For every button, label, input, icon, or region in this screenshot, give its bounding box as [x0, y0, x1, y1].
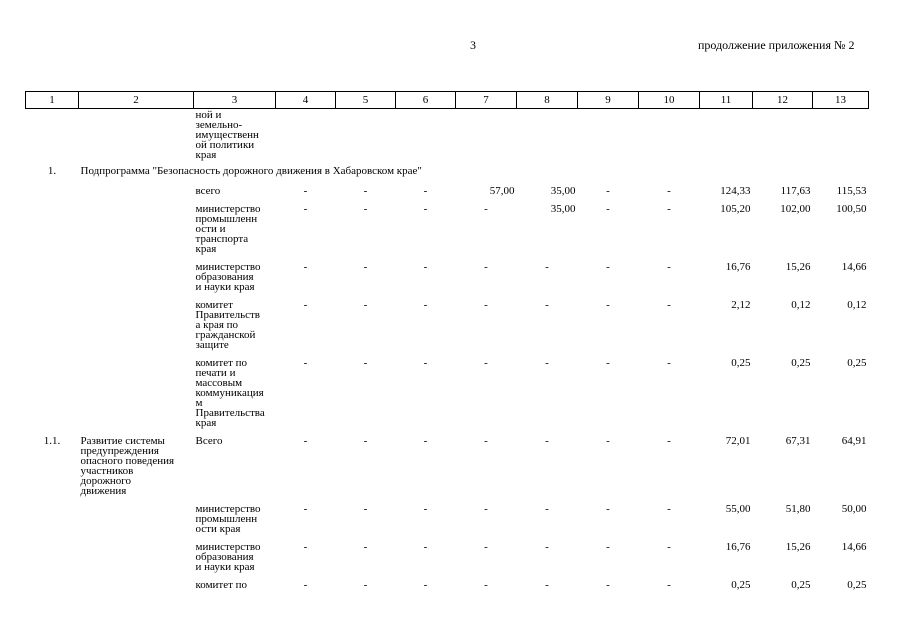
value-cell: 105,20 — [720, 203, 751, 215]
value-cell: - — [423, 435, 428, 447]
value-cell: - — [545, 261, 549, 273]
executor-name: комитет Правительств а края по гражданской защите — [195, 299, 260, 351]
activity-name — [79, 576, 194, 594]
value-cell: 0,25 — [791, 579, 811, 591]
value-cell: - — [606, 579, 610, 591]
value-cell: - — [363, 185, 368, 197]
value-cell: - — [303, 357, 308, 369]
value-cell: 55,00 — [725, 503, 751, 515]
value-cell: - — [606, 541, 610, 553]
activity-name — [79, 538, 194, 576]
value-cell: - — [423, 261, 428, 273]
value-cell: 0,12 — [791, 299, 811, 311]
value-cell: 100,50 — [836, 203, 867, 215]
column-header-10: 10 — [639, 92, 700, 109]
value-cell: 50,00 — [841, 503, 867, 515]
value-cell: - — [303, 435, 308, 447]
value-cell: - — [303, 185, 308, 197]
value-cell: - — [484, 261, 488, 273]
value-cell: - — [606, 503, 610, 515]
value-cell: - — [363, 299, 368, 311]
executor-name: всего — [195, 185, 221, 197]
activity-name — [79, 296, 194, 354]
column-header-4: 4 — [276, 92, 336, 109]
value-cell: - — [303, 579, 308, 591]
column-header-3: 3 — [194, 92, 276, 109]
appendix-continuation-label: продолжение приложения № 2 — [698, 38, 855, 52]
value-cell: - — [484, 541, 488, 553]
value-cell: - — [667, 541, 671, 553]
value-cell: - — [667, 435, 671, 447]
row-number — [26, 576, 79, 594]
value-cell: - — [606, 299, 610, 311]
row-number: 1.1. — [43, 435, 61, 447]
row-number — [26, 538, 79, 576]
activity-name — [79, 258, 194, 296]
value-cell: 15,26 — [785, 541, 811, 553]
value-cell: 117,63 — [780, 185, 811, 197]
column-header-9: 9 — [578, 92, 639, 109]
value-cell: - — [423, 203, 428, 215]
activity-name: Развитие системы предупреждения опасного поведения участников дорожного движения — [80, 435, 175, 497]
table-row — [26, 258, 869, 296]
value-cell: - — [667, 299, 671, 311]
value-cell: - — [545, 299, 549, 311]
value-cell: - — [484, 579, 488, 591]
value-cell: - — [484, 503, 488, 515]
value-cell: - — [363, 357, 368, 369]
value-cell: 35,00 — [550, 185, 576, 197]
column-header-12: 12 — [753, 92, 813, 109]
column-header-1: 1 — [26, 92, 79, 109]
value-cell: - — [606, 203, 610, 215]
value-cell: 124,33 — [720, 185, 751, 197]
table-row — [26, 576, 869, 594]
value-cell: - — [363, 541, 368, 553]
value-cell: 102,00 — [780, 203, 811, 215]
subprogram-row — [26, 160, 869, 182]
value-cell: 72,01 — [725, 435, 751, 447]
value-cell: - — [606, 261, 610, 273]
carry-over-text: ной и земельно- имущественн ой политики края — [195, 109, 259, 161]
value-cell: - — [667, 203, 671, 215]
row-number — [26, 182, 79, 200]
row-number — [26, 500, 79, 538]
value-cell: - — [545, 579, 549, 591]
carry-over-row — [26, 109, 869, 161]
value-cell: - — [484, 357, 488, 369]
value-cell: - — [667, 261, 671, 273]
value-cell: 67,31 — [785, 435, 811, 447]
value-cell: - — [303, 261, 308, 273]
value-cell: - — [303, 541, 308, 553]
value-cell: 0,25 — [731, 579, 751, 591]
value-cell: 16,76 — [725, 261, 751, 273]
executor-name: министерство промышленн ости и транспорта края — [195, 203, 261, 255]
value-cell: - — [545, 435, 549, 447]
value-cell: 0,12 — [847, 299, 867, 311]
value-cell: - — [545, 541, 549, 553]
table-row — [26, 500, 869, 538]
value-cell: 14,66 — [841, 261, 867, 273]
activity-name — [79, 182, 194, 200]
value-cell: 0,25 — [847, 357, 867, 369]
executor-name: министерство промышленн ости края — [195, 503, 261, 535]
executor-name: министерство образования и науки края — [195, 541, 261, 573]
value-cell: 64,91 — [841, 435, 867, 447]
column-header-8: 8 — [517, 92, 578, 109]
row-number — [26, 258, 79, 296]
value-cell: 0,25 — [791, 357, 811, 369]
column-header-7: 7 — [456, 92, 517, 109]
executor-name: министерство образования и науки края — [195, 261, 261, 293]
column-number-header-row — [26, 92, 869, 109]
subprogram-number: 1. — [47, 165, 57, 177]
activity-name — [79, 500, 194, 538]
value-cell: - — [363, 261, 368, 273]
column-header-6: 6 — [396, 92, 456, 109]
value-cell: - — [423, 299, 428, 311]
value-cell: - — [606, 357, 610, 369]
value-cell: - — [484, 435, 488, 447]
value-cell: 0,25 — [731, 357, 751, 369]
value-cell: 2,12 — [731, 299, 751, 311]
value-cell: - — [423, 503, 428, 515]
value-cell: - — [423, 579, 428, 591]
value-cell: - — [667, 579, 671, 591]
table-row — [26, 182, 869, 200]
value-cell: - — [303, 503, 308, 515]
row-number — [26, 354, 79, 432]
value-cell: - — [545, 357, 549, 369]
value-cell: 15,26 — [785, 261, 811, 273]
executor-name: комитет по печати и массовым коммуникация м Правительства края — [195, 357, 265, 429]
value-cell: - — [606, 435, 610, 447]
row-number — [26, 296, 79, 354]
value-cell: 35,00 — [550, 203, 576, 215]
table-row — [26, 432, 869, 500]
value-cell: - — [303, 299, 308, 311]
column-header-13: 13 — [813, 92, 869, 109]
subprogram-title: Подпрограмма "Безопасность дорожного движения в Хабаровском крае" — [80, 165, 422, 177]
value-cell: - — [545, 503, 549, 515]
value-cell: - — [484, 203, 488, 215]
budget-table — [25, 91, 869, 594]
column-header-11: 11 — [700, 92, 753, 109]
value-cell: - — [667, 357, 671, 369]
column-header-2: 2 — [79, 92, 194, 109]
activity-name — [79, 200, 194, 258]
value-cell: 16,76 — [725, 541, 751, 553]
value-cell: - — [423, 185, 428, 197]
value-cell: 0,25 — [847, 579, 867, 591]
value-cell: - — [606, 185, 610, 197]
table-row — [26, 354, 869, 432]
page-number: 3 — [470, 38, 476, 52]
value-cell: - — [363, 435, 368, 447]
value-cell: - — [363, 203, 368, 215]
value-cell: 115,53 — [836, 185, 867, 197]
value-cell: 57,00 — [489, 185, 515, 197]
table-row — [26, 538, 869, 576]
value-cell: - — [303, 203, 308, 215]
row-number — [26, 200, 79, 258]
value-cell: - — [667, 185, 671, 197]
executor-name: комитет по — [195, 579, 248, 591]
value-cell: - — [423, 357, 428, 369]
value-cell: - — [484, 299, 488, 311]
activity-name — [79, 354, 194, 432]
value-cell: - — [363, 579, 368, 591]
column-header-5: 5 — [336, 92, 396, 109]
executor-name: Всего — [195, 435, 223, 447]
value-cell: - — [667, 503, 671, 515]
value-cell: 14,66 — [841, 541, 867, 553]
table-row — [26, 296, 869, 354]
value-cell: - — [423, 541, 428, 553]
value-cell: - — [363, 503, 368, 515]
value-cell: 51,80 — [785, 503, 811, 515]
table-row — [26, 200, 869, 258]
